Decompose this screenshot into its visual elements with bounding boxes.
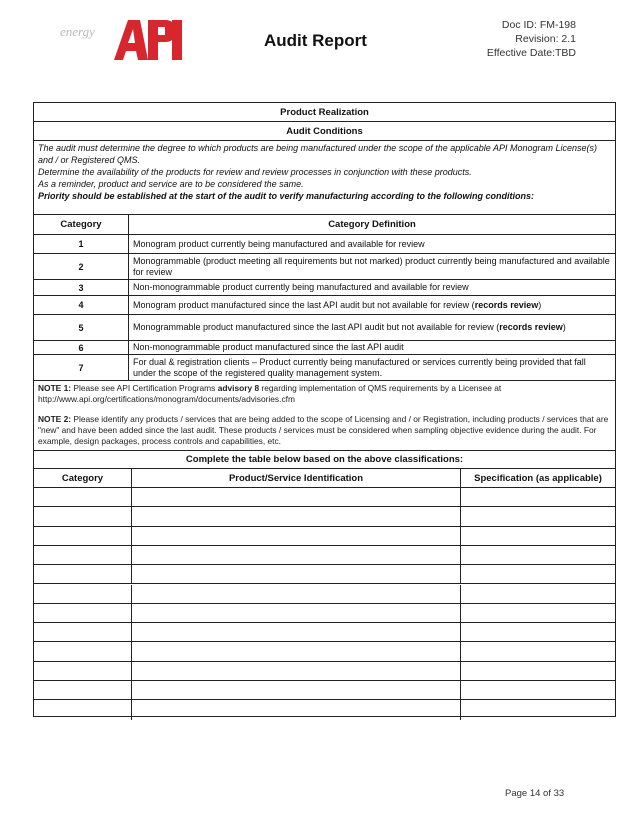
api-logo-icon: [108, 18, 186, 62]
note-1-text: Please see API Certification Programs advisory 8 regarding implementation of QMS requirements by a Licensee at http://www.api.org/certifications/monogram/documents/advisories.cfm: [38, 383, 502, 404]
entry-category-header: Category: [34, 469, 132, 487]
note-1-label: NOTE 1:: [38, 383, 72, 393]
entry-category-cell[interactable]: [34, 642, 132, 660]
note-1: [38, 383, 611, 405]
entry-spec-cell[interactable]: [461, 507, 615, 525]
entry-product-cell[interactable]: [132, 546, 461, 564]
entry-category-cell[interactable]: [34, 681, 132, 699]
effective-date: Effective Date:TBD: [486, 47, 576, 59]
category-number: 5: [34, 315, 129, 340]
entry-table-row: [34, 662, 615, 681]
entry-product-cell[interactable]: [132, 565, 461, 583]
entry-category-cell[interactable]: [34, 700, 132, 719]
logo-energy-text: energy: [60, 24, 95, 39]
category-row: [34, 254, 615, 280]
entry-table-row: [34, 527, 615, 546]
entry-product-header: Product/Service Identification: [132, 469, 461, 487]
category-definition: Non-monogrammable product manufactured since the last API audit: [133, 342, 404, 352]
note-2: [38, 414, 611, 447]
entry-spec-cell[interactable]: [461, 700, 615, 719]
entry-table-row: [34, 565, 615, 584]
entry-table-row: [34, 700, 615, 719]
entry-spec-cell[interactable]: [461, 585, 615, 603]
page-title: Audit Report: [264, 31, 367, 50]
condition-line-2: Determine the availability of the products for review and review processes in conjunction with these products.: [38, 167, 472, 177]
category-table-header: [34, 215, 615, 235]
category-number: 4: [34, 296, 129, 314]
category-row: [34, 296, 615, 315]
category-definition: For dual & registration clients – Product currently being manufactured or services currently being provided that fall under the scope of the registered quality management system.: [133, 356, 586, 378]
entry-product-cell[interactable]: [132, 662, 461, 680]
entry-category-cell[interactable]: [34, 546, 132, 564]
category-definition: Monogrammable product manufactured since the last API audit but not available for review ( records review ): [133, 322, 566, 332]
entry-category-cell[interactable]: [34, 662, 132, 680]
document-metadata: [487, 18, 576, 60]
audit-conditions-text: [34, 141, 615, 215]
entry-category-cell[interactable]: [34, 604, 132, 622]
entry-product-cell[interactable]: [132, 488, 461, 506]
entry-product-cell[interactable]: [132, 507, 461, 525]
api-logo: [56, 18, 186, 64]
entry-spec-header: Specification (as applicable): [474, 472, 602, 484]
page-number: Page 14 of 33: [505, 788, 565, 799]
entry-table-row: [34, 585, 615, 604]
doc-id: Doc ID: FM-198: [501, 19, 576, 31]
condition-line-1: The audit must determine the degree to which products are being manufactured under the scope of the applicable API Monogram License(s) and / or Registered QMS.: [38, 143, 597, 165]
condition-line-4: Priority should be established at the start of the audit to verify manufacturing according to the following conditions:: [38, 191, 535, 201]
entry-category-cell[interactable]: [34, 527, 132, 545]
entry-table-row: [34, 546, 615, 565]
note-2-label: NOTE 2:: [38, 414, 72, 424]
entry-table-row: [34, 488, 615, 507]
entry-product-cell[interactable]: [132, 642, 461, 660]
category-number: 2: [34, 254, 129, 279]
complete-table-instruction: Complete the table below based on the above classifications:: [34, 451, 615, 469]
entry-product-cell[interactable]: [132, 681, 461, 699]
entry-spec-cell[interactable]: [461, 662, 615, 680]
category-number: 1: [34, 235, 129, 253]
entry-spec-cell[interactable]: [461, 681, 615, 699]
category-row: [34, 355, 615, 381]
entry-table-row: [34, 623, 615, 642]
note-2-text: Please identify any products / services that are being added to the scope of Licensing and / or Registration, including products / services that are "new" and have been added since the last audit. These products / services must be considered when sampling objective evidence during the audit. For example, design packages, process controls and capabilities, etc.: [38, 414, 609, 446]
category-row: [34, 235, 615, 254]
entry-table-row: [34, 681, 615, 700]
category-number: 7: [34, 355, 129, 380]
entry-product-cell[interactable]: [132, 623, 461, 641]
definition-column-header: Category Definition: [328, 219, 416, 230]
entry-spec-cell[interactable]: [461, 642, 615, 660]
entry-spec-cell[interactable]: [461, 488, 615, 506]
category-definition: Non-monogrammable product currently being manufactured and available for review: [133, 282, 469, 292]
entry-table-header: [34, 469, 615, 488]
section-title: Product Realization: [34, 103, 615, 122]
entry-product-cell[interactable]: [132, 527, 461, 545]
category-number: 3: [34, 280, 129, 295]
entry-product-cell[interactable]: [132, 604, 461, 622]
entry-spec-cell[interactable]: [461, 546, 615, 564]
condition-line-3: As a reminder, product and service are to be considered the same.: [38, 179, 304, 189]
category-number: 6: [34, 341, 129, 354]
category-row: [34, 315, 615, 341]
entry-category-cell[interactable]: [34, 585, 132, 603]
entry-spec-cell[interactable]: [461, 527, 615, 545]
entry-category-cell[interactable]: [34, 488, 132, 506]
entry-category-cell[interactable]: [34, 623, 132, 641]
conditions-title: Audit Conditions: [34, 122, 615, 141]
category-row: [34, 280, 615, 296]
category-row: [34, 341, 615, 355]
entry-table-row: [34, 642, 615, 661]
entry-category-cell[interactable]: [34, 507, 132, 525]
category-column-header: Category: [34, 215, 129, 234]
entry-product-cell[interactable]: [132, 700, 461, 719]
audit-table: [33, 102, 616, 717]
category-definition: Monogrammable (product meeting all requirements but not marked) product currently being manufactured and available for review: [133, 255, 610, 277]
category-definition: Monogram product manufactured since the last API audit but not available for review ( records review ): [133, 299, 542, 310]
entry-category-cell[interactable]: [34, 565, 132, 583]
notes-block: [34, 381, 615, 451]
entry-product-cell[interactable]: [132, 585, 461, 603]
entry-table-row: [34, 604, 615, 623]
entry-spec-cell[interactable]: [461, 604, 615, 622]
entry-table-row: [34, 507, 615, 526]
revision: Revision: 2.1: [515, 33, 576, 45]
category-definition: Monogram product currently being manufactured and available for review: [133, 238, 425, 249]
entry-spec-cell[interactable]: [461, 623, 615, 641]
entry-spec-cell[interactable]: [461, 565, 615, 583]
